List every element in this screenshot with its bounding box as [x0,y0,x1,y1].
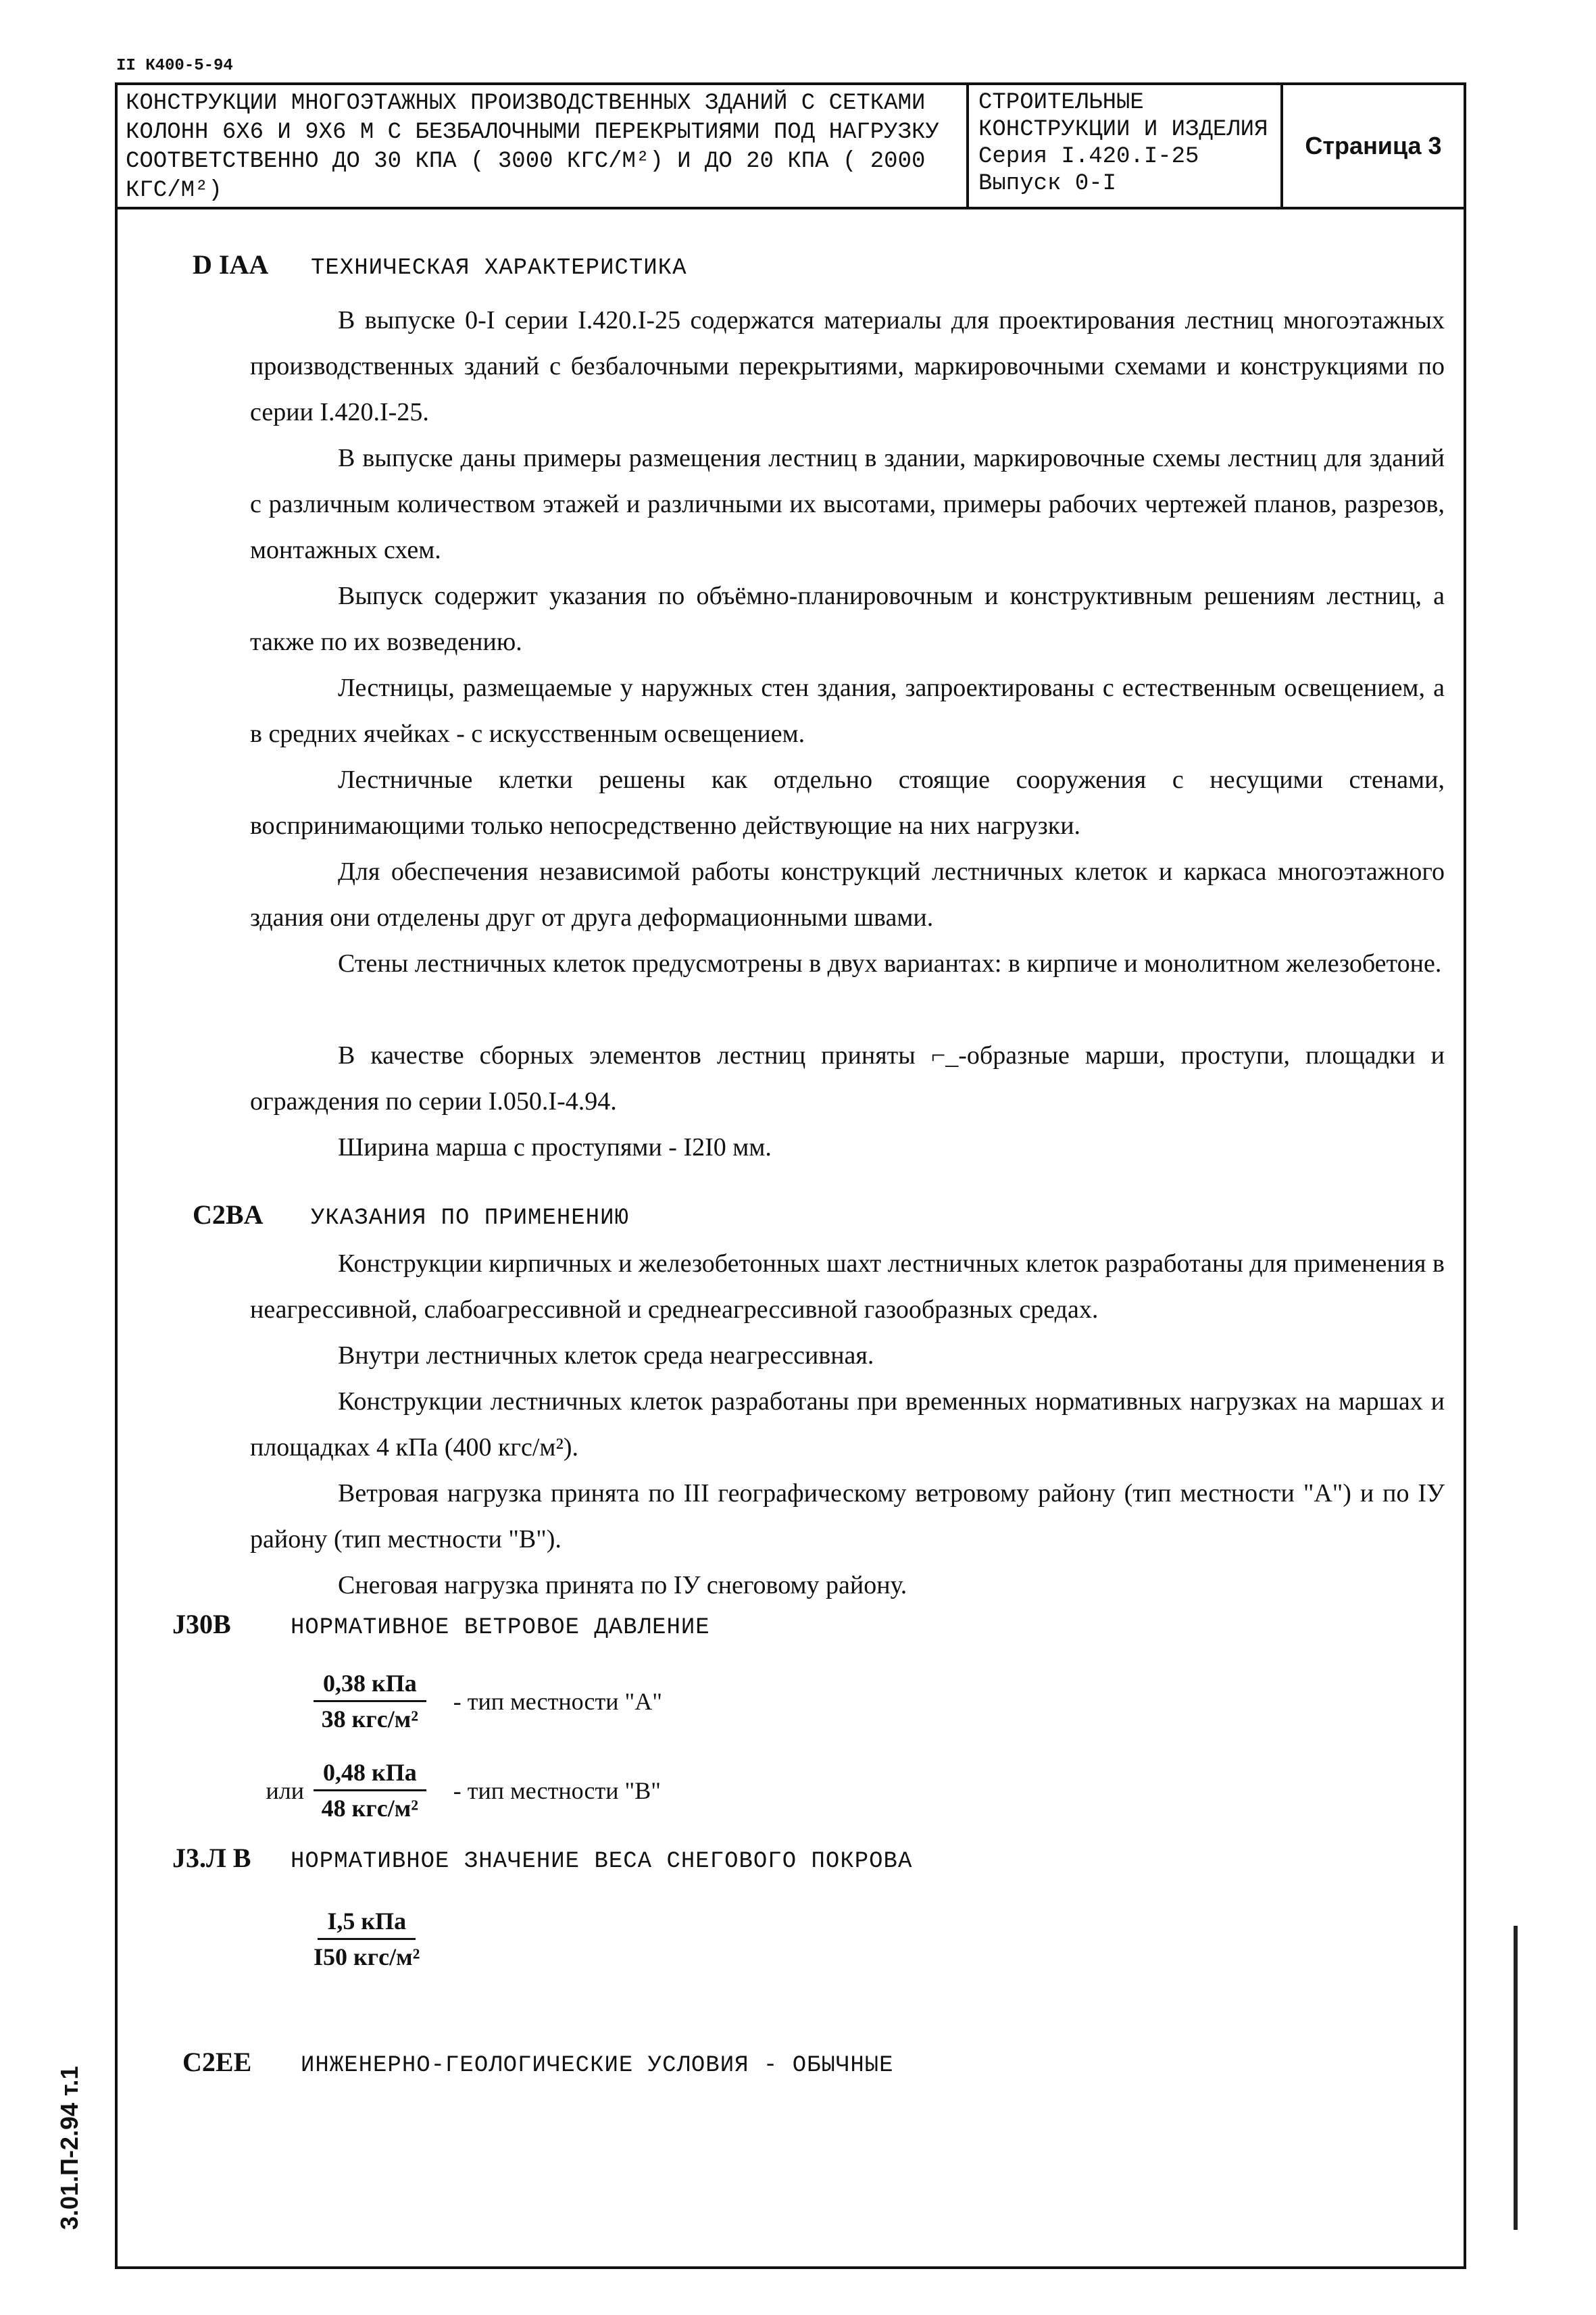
section-tech-heading [193,251,687,282]
paragraph: Ширина марша с проступями - I2I0 мм. [338,1133,772,1162]
paragraph: В выпуске 0-I серии I.420.I-25 содержатся материалы для проектирования лестниц многоэтажных производственных зданий с безбалочными перекрытиями, маркировочными схемами и конструкциями по серии I.420.I-25. [250,306,1445,426]
section-title: НОРМАТИВНОЕ ВЕТРОВОЕ ДАВЛЕНИЕ [291,1615,710,1641]
section-title: ТЕХНИЧЕСКАЯ ХАРАКТЕРИСТИКА [311,255,687,281]
section-code: C2BA [193,1199,264,1230]
section-geology-heading [182,2049,894,2079]
header-table [115,82,1466,209]
wind-terrain-b: - тип местности "В" [453,1776,661,1804]
wind-prefix: или [266,1776,304,1804]
paragraph: В качестве сборных элементов лестниц приняты ⌐_-образные марши, проступи, площадки и ограждения по серии I.050.I-4.94. [250,1041,1445,1116]
header-series: Серия I.420.I-25 [978,144,1199,170]
paragraph: Для обеспечения независимой работы конструкций лестничных клеток и каркаса многоэтажного здания они отделены друг от друга деформационными швами. [250,857,1445,932]
wind-fraction-b [314,1758,426,1822]
section-code: J30B [172,1609,231,1639]
section-code: D IAA [193,249,269,280]
header-issue: Выпуск 0-I [978,171,1117,197]
fraction-denominator: I50 кгс/м² [314,1943,420,1970]
wind-fraction-a [314,1669,426,1733]
fraction-denominator: 48 кгс/м² [321,1795,419,1822]
document-code: II К400-5-94 [116,57,233,75]
section-title: ИНЖЕНЕРНО-ГЕОЛОГИЧЕСКИЕ УСЛОВИЯ - ОБЫЧНЫЕ [301,2053,894,2078]
fraction-numerator: I,5 кПа [318,1907,416,1940]
fraction-numerator: 0,38 кПа [314,1669,426,1702]
vertical-doc-code: 3.01.П-2.94 т.1 [55,2066,83,2230]
header-page: Страница 3 [1305,132,1442,159]
section-title: НОРМАТИВНОЕ ЗНАЧЕНИЕ ВЕСА СНЕГОВОГО ПОКРОВА [291,1849,913,1874]
paragraph: Конструкции лестничных клеток разработаны при временных нормативных нагрузках на маршах и площадках 4 кПа (400 кгс/м²). [250,1387,1445,1462]
section-code: J3.Л В [172,1843,251,1873]
header-category [969,85,1283,207]
paragraph: Внутри лестничных клеток среда неагрессивная. [338,1341,874,1370]
fraction-denominator: 38 кгс/м² [321,1706,419,1733]
wind-row-a [230,1669,662,1733]
header-category-line2: КОНСТРУКЦИИ И ИЗДЕЛИЯ [978,117,1268,143]
paragraph: Выпуск содержит указания по объёмно-планировочным и конструктивным решениям лестниц, а также по их возведению. [250,582,1445,656]
section-title: УКАЗАНИЯ ПО ПРИМЕНЕНИЮ [311,1205,629,1231]
section-snow-heading [172,1845,912,1875]
wind-row-b [230,1758,661,1822]
paragraph: В выпуске даны примеры размещения лестниц в здании, маркировочные схемы лестниц для зданий с различным количеством этажей и различными их высотами, примеры рабочих чертежей планов, разрезов, монтажных схем. [250,444,1445,564]
snow-fraction [314,1907,420,1971]
paragraph: Конструкции кирпичных и железобетонных шахт лестничных клеток разработаны для применения в неагрессивной, слабоагрессивной и среднеагрессивной газообразных средах. [250,1249,1445,1324]
paragraph: Лестницы, размещаемые у наружных стен здания, запроектированы с естественным освещением, а в средних ячейках - с искусственным освещением. [250,674,1445,748]
header-category-line1: СТРОИТЕЛЬНЫЕ [978,90,1144,116]
snow-row [230,1907,420,1971]
section-wind-heading [172,1611,710,1641]
scan-edge-mark [1514,1926,1518,2230]
paragraph: Лестничные клетки решены как отдельно стоящие сооружения с несущими стенами, воспринимающими только непосредственно действующие на них нагрузки. [250,766,1445,840]
header-title: КОНСТРУКЦИИ МНОГОЭТАЖНЫХ ПРОИЗВОДСТВЕННЫХ ЗДАНИЙ С СЕТКАМИ КОЛОНН 6X6 И 9X6 М С БЕЗБАЛОЧНЫМИ ПЕРЕКРЫТИЯМИ ПОД НАГРУЗКУ СООТВЕТСТВЕННО ДО 30 КПА ( 3000 КГС/М²) И ДО 20 КПА ( 2000 КГС/М²) [118,85,969,207]
section-usage-heading [193,1201,629,1232]
paragraph: Стены лестничных клеток предусмотрены в двух вариантах: в кирпиче и монолитном железобетоне. [338,949,1442,978]
paragraph: Снеговая нагрузка принята по IУ снеговому району. [338,1571,907,1599]
wind-terrain-a: - тип местности "А" [453,1687,662,1715]
paragraph: Ветровая нагрузка принята по III географическому ветровому району (тип местности "А") и по IУ району (тип местности "В"). [250,1479,1445,1553]
fraction-numerator: 0,48 кПа [314,1758,426,1791]
section-code: C2EE [182,2047,252,2077]
